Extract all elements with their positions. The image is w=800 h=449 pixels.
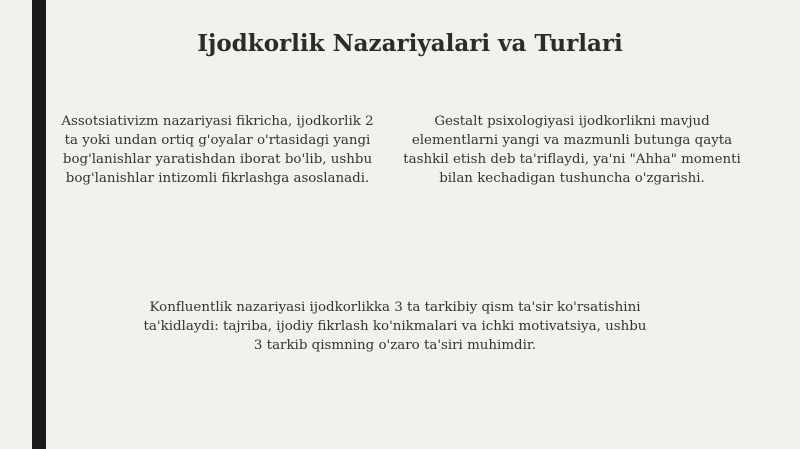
- gestalt-paragraph: Gestalt psixologiyasi ijodkorlikni mavjud elementlarni yangi va mazmunli butunga qayta tashkil etish deb ta'riflaydi, ya'ni "Ahha" momenti bilan kechadigan tushuncha o'zgarishi.: [403, 114, 741, 186]
- slide-title: Ijodkorlik Nazariyalari va Turlari: [197, 30, 623, 57]
- associationism-paragraph: Assotsiativizm nazariyasi fikricha, ijodkorlik 2 ta yoki undan ortiq g'oyalar o'rtasidagi yangi bog'lanishlar yaratishdan iborat bo'lib, ushbu bog'lanishlar intizomli fikrlashga asoslanadi.: [61, 114, 374, 186]
- decorative-side-bar: [32, 0, 46, 449]
- confluence-paragraph: Konfluentlik nazariyasi ijodkorlikka 3 ta tarkibiy qism ta'sir ko'rsatishini ta'kidlaydi: tajriba, ijodiy fikrlash ko'nikmalari va ichki motivatsiya, ushbu 3 tarkib qismning o'zaro ta'siri muhimdir.: [143, 300, 647, 353]
